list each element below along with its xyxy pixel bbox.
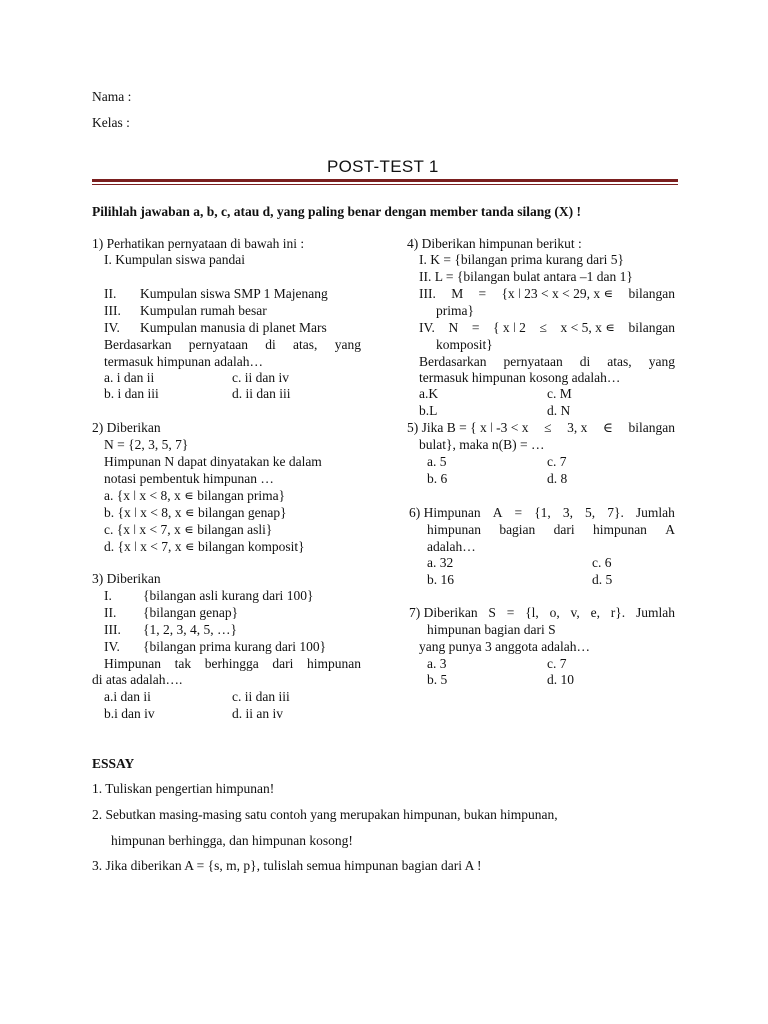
q7-stem-part: e, <box>590 605 600 620</box>
q3-option-a: a.i dan ii <box>104 689 151 704</box>
q6-option-d: d. 5 <box>592 572 613 587</box>
q2-ask-line-1: Himpunan N dapat dinyatakan ke dalam <box>104 454 322 469</box>
q6-stem-part: {1, <box>534 505 551 520</box>
q4-item-4-part: bilangan <box>628 320 675 335</box>
q3-stem: 3) Diberikan <box>92 571 161 586</box>
essay-question-3: 3. Jika diberikan A = {s, m, p}, tulislah semua himpunan bagian dari A ! <box>92 858 482 873</box>
q4-item-3 <box>419 285 675 302</box>
q6-stem-part: Jumlah <box>635 505 675 520</box>
q3-item-4-num: IV. <box>104 639 120 654</box>
q1-item-3: Kumpulan rumah besar <box>140 303 267 318</box>
q4-ask-word: pernyataan <box>503 354 563 369</box>
q7-option-b: b. 5 <box>427 672 448 687</box>
q1-ask-line-1 <box>104 336 361 353</box>
q4-item-3-part: = <box>478 286 487 301</box>
q2-option-c: c. {x ǀ x < 7, x ∊ bilangan asli} <box>104 522 273 537</box>
q5-option-a: a. 5 <box>427 454 447 469</box>
q4-item-2: II. L = {bilangan bulat antara –1 dan 1} <box>419 269 633 284</box>
q7-option-d: d. 10 <box>547 672 574 687</box>
q7-stem-line-2: himpunan bagian dari S <box>427 622 556 637</box>
q4-ask-line-2: termasuk himpunan kosong adalah… <box>419 370 621 385</box>
q4-option-a: a.K <box>419 386 439 401</box>
title-rule <box>92 179 678 182</box>
q6-stem-word: dari <box>553 522 575 537</box>
q4-item-3-part: {x ǀ 23 < x < 29, x ∊ <box>501 286 614 301</box>
q4-item-4 <box>419 319 675 336</box>
q1-ask-word: atas, <box>293 337 318 352</box>
q4-ask-word: di <box>579 354 591 369</box>
q6-stem-part: 6) Himpunan <box>409 505 481 520</box>
q4-ask-line-1 <box>419 353 675 370</box>
q4-option-c: c. M <box>547 386 572 401</box>
q1-stem: 1) Perhatikan pernyataan di bawah ini : <box>92 236 305 251</box>
q3-item-1: {bilangan asli kurang dari 100} <box>143 588 314 603</box>
essay-question-2: 2. Sebutkan masing-masing satu contoh yang merupakan himpunan, bukan himpunan, <box>92 807 558 822</box>
q7-stem-part: = <box>506 605 515 620</box>
q1-ask-word: yang <box>334 337 361 352</box>
q3-ask-word: tak <box>174 656 192 671</box>
q4-item-4-part: = <box>471 320 480 335</box>
q6-stem-part: = <box>514 505 523 520</box>
q7-stem <box>409 604 675 621</box>
q6-option-a: a. 32 <box>427 555 454 570</box>
q6-stem-part: 7}. <box>607 505 624 520</box>
q3-ask-line-1 <box>104 655 361 672</box>
q7-stem-part: S <box>488 605 496 620</box>
q1-ask-line-2: termasuk himpunan adalah… <box>104 354 263 369</box>
q1-item-1: I. Kumpulan siswa pandai <box>104 252 245 267</box>
q1-option-b: b. i dan iii <box>104 386 159 401</box>
q1-item-4-num: IV. <box>104 320 120 335</box>
q3-ask-line-2: di atas adalah…. <box>92 672 183 687</box>
q7-stem-part: v, <box>570 605 580 620</box>
q1-option-c: c. ii dan iv <box>232 370 289 385</box>
q6-option-b: b. 16 <box>427 572 454 587</box>
q6-stem-part: 5, <box>585 505 596 520</box>
q6-stem-line-2 <box>427 521 675 538</box>
q1-item-2-num: II. <box>104 286 117 301</box>
q4-item-4-part: ≤ <box>539 320 547 335</box>
q6-option-c: c. 6 <box>592 555 612 570</box>
q4-option-b: b.L <box>419 403 438 418</box>
essay-heading: ESSAY <box>92 756 135 771</box>
q7-stem-part: {l, <box>525 605 539 620</box>
q2-ask-line-2: notasi pembentuk himpunan … <box>104 471 274 486</box>
q4-item-3-part: M <box>451 286 464 301</box>
q6-stem <box>409 504 675 521</box>
q3-item-1-num: I. <box>104 588 112 603</box>
instruction: Pilihlah jawaban a, b, c, atau d, yang paling benar dengan member tanda silang (X) ! <box>92 204 581 219</box>
q7-stem-line-3: yang punya 3 anggota adalah… <box>419 639 590 654</box>
q1-ask-word: pernyataan <box>188 337 248 352</box>
q3-option-d: d. ii an iv <box>232 706 283 721</box>
q3-ask-word: berhingga <box>204 656 259 671</box>
q2-set: N = {2, 3, 5, 7} <box>104 437 189 452</box>
q6-stem-part: 3, <box>562 505 573 520</box>
q3-item-3-num: III. <box>104 622 121 637</box>
q4-ask-word: Berdasarkan <box>419 354 487 369</box>
q2-option-d: d. {x ǀ x < 7, x ∊ bilangan komposit} <box>104 539 305 554</box>
q4-item-1: I. K = {bilangan prima kurang dari 5} <box>419 252 625 267</box>
q4-item-4-part: IV. <box>419 320 435 335</box>
q2-stem: 2) Diberikan <box>92 420 161 435</box>
q6-stem-line-3: adalah… <box>427 539 476 554</box>
q4-ask-word: atas, <box>607 354 632 369</box>
essay-question-1: 1. Tuliskan pengertian himpunan! <box>92 781 275 796</box>
q5-option-b: b. 6 <box>427 471 448 486</box>
q1-option-a: a. i dan ii <box>104 370 155 385</box>
q3-item-4: {bilangan prima kurang dari 100} <box>143 639 327 654</box>
q4-option-d: d. N <box>547 403 571 418</box>
q1-item-3-num: III. <box>104 303 121 318</box>
q3-ask-word: Himpunan <box>104 656 161 671</box>
q4-item-4-part: x < 5, x ∊ <box>560 320 615 335</box>
title-rule-thin <box>92 184 678 185</box>
q7-option-a: a. 3 <box>427 656 447 671</box>
q5-stem-cont: bulat}, maka n(B) = … <box>419 437 545 452</box>
q5-option-d: d. 8 <box>547 471 568 486</box>
q7-stem-part: Jumlah <box>635 605 675 620</box>
q4-item-3-part: III. <box>419 286 436 301</box>
q1-item-4: Kumpulan manusia di planet Mars <box>140 320 327 335</box>
q6-stem-word: himpunan <box>427 522 481 537</box>
q3-item-3: {1, 2, 3, 4, 5, …} <box>143 622 237 637</box>
q4-item-3-cont: prima} <box>436 303 474 318</box>
q5-option-c: c. 7 <box>547 454 567 469</box>
q7-stem-part: o, <box>549 605 560 620</box>
q3-item-2-num: II. <box>104 605 117 620</box>
q1-ask-word: di <box>265 337 276 352</box>
q3-option-c: c. ii dan iii <box>232 689 290 704</box>
q5-stem-part: ∈ <box>602 420 613 435</box>
q1-ask-word: Berdasarkan <box>104 337 172 352</box>
essay-question-2-cont: himpunan berhingga, dan himpunan kosong! <box>111 833 353 848</box>
q2-option-b: b. {x ǀ x < 8, x ∊ bilangan genap} <box>104 505 287 520</box>
q6-stem-word: himpunan <box>592 522 647 537</box>
q1-item-2: Kumpulan siswa SMP 1 Majenang <box>140 286 328 301</box>
q7-option-c: c. 7 <box>547 656 567 671</box>
q5-stem-part: 3, x <box>567 420 588 435</box>
q4-item-4-part: N <box>448 320 459 335</box>
q4-stem: 4) Diberikan himpunan berikut : <box>407 236 582 251</box>
q3-ask-word: dari <box>272 656 294 671</box>
q2-option-a: a. {x ǀ x < 8, x ∊ bilangan prima} <box>104 488 286 503</box>
q3-ask-word: himpunan <box>306 656 361 671</box>
q6-stem-word: A <box>665 522 675 537</box>
page-title: POST-TEST 1 <box>327 157 439 176</box>
q3-item-2: {bilangan genap} <box>143 605 239 620</box>
q4-item-4-cont: komposit} <box>436 337 493 352</box>
q4-item-3-part: bilangan <box>628 286 675 301</box>
kelas-label: Kelas : <box>92 115 130 130</box>
q6-stem-word: bagian <box>499 522 536 537</box>
q1-option-d: d. ii dan iii <box>232 386 291 401</box>
q3-option-b: b.i dan iv <box>104 706 155 721</box>
q5-stem-part: 5) Jika B = { x ǀ -3 < x <box>407 420 529 435</box>
q5-stem-part: bilangan <box>628 420 675 435</box>
q5-stem <box>407 419 675 436</box>
nama-label: Nama : <box>92 89 132 104</box>
q5-stem-part: ≤ <box>544 420 552 435</box>
q7-stem-part: 7) Diberikan <box>409 605 478 620</box>
q4-item-4-part: { x ǀ 2 <box>493 320 526 335</box>
q7-stem-part: r}. <box>610 605 626 620</box>
q6-stem-part: A <box>492 505 503 520</box>
q4-ask-word: yang <box>648 354 675 369</box>
